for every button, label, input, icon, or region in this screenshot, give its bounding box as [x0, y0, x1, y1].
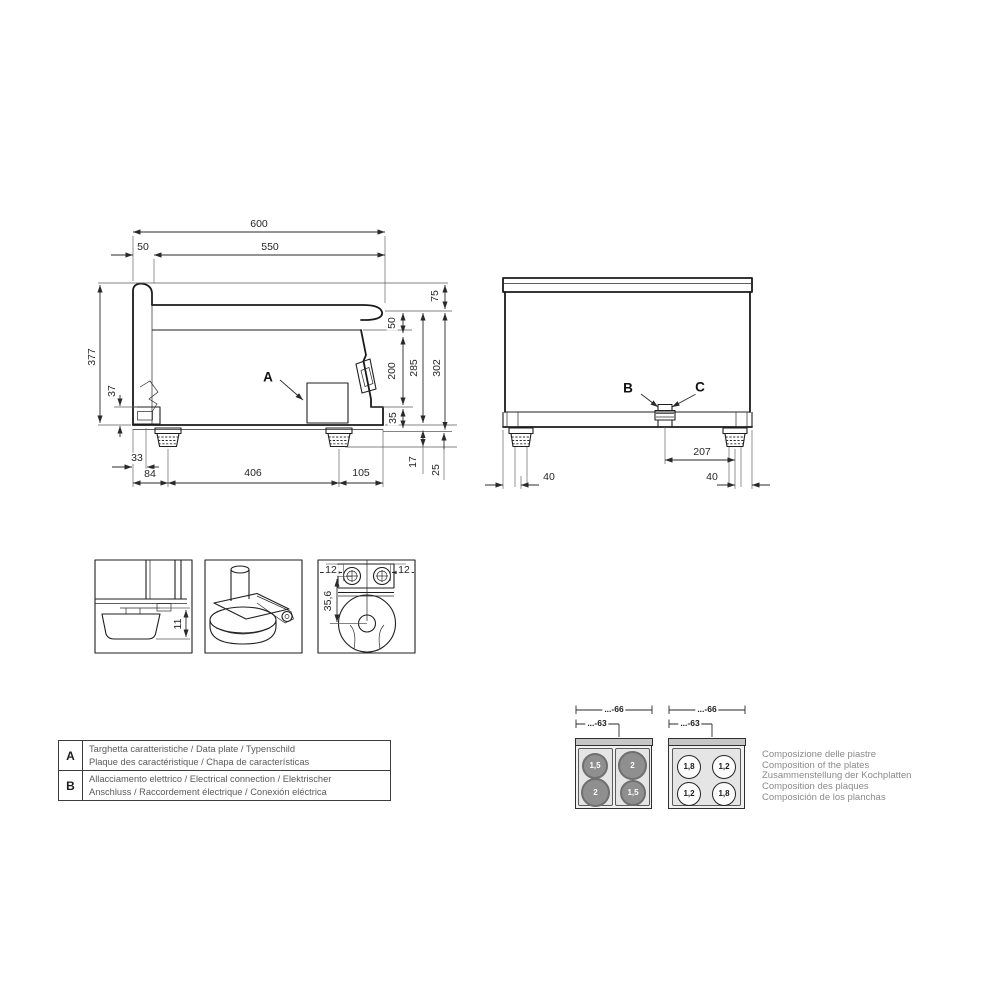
legend-key-b: B — [59, 771, 83, 800]
dim-overall-depth: 600 — [250, 217, 268, 230]
dim-bolt-left: 12 — [325, 563, 337, 576]
dim-left-leg-offset: 40 — [543, 470, 555, 483]
dim-rear-offset: 33 — [131, 451, 143, 464]
electrical-connection-fitting — [655, 405, 675, 428]
foot-detail-side-box — [95, 560, 192, 653]
dim-front-foot-offset: 105 — [352, 466, 370, 479]
dim-base-gap: 17 — [406, 456, 419, 468]
dim-rear-bracket-height: 37 — [105, 385, 118, 397]
plate-power-br: 1,5 — [620, 780, 646, 806]
legend-text-b: Allacciamento elettrico / Electrical connection / Elektrischer Anschluss / Raccordement électrique / Conexión eléctrica — [89, 774, 332, 797]
dim-front-panel: 200 — [385, 362, 398, 380]
dim-foot-pad-height: 11 — [171, 618, 184, 630]
dim-top-depth: 550 — [261, 240, 279, 253]
side-view-feet — [155, 428, 352, 447]
dim-plate-inner-right: ...-63 — [680, 717, 700, 728]
plate-power-bl: 1,2 — [677, 782, 701, 806]
dim-right-leg-offset: 40 — [706, 470, 718, 483]
legend-text-a: Targhetta caratteristiche / Data plate / Typenschild Plaque des caractéristique / Chapa de características — [89, 744, 310, 767]
legend-key-a: A — [59, 741, 83, 770]
dim-plate-outer-left: ...-66 — [604, 703, 624, 714]
dim-foot-height: 25 — [429, 464, 442, 476]
dim-bolt-right: 12 — [398, 563, 410, 576]
dim-front-band: 50 — [385, 317, 398, 329]
dim-back-offset: 50 — [137, 240, 149, 253]
plates-caption: Composizione delle piastre Composition of the plates Zusammenstellung der Kochplatten Composition des plaques Composición de los planchas — [762, 749, 912, 803]
plate-diagram-electric — [575, 738, 653, 810]
side-view-drawing — [133, 284, 383, 447]
dim-plate-outer-right: ...-66 — [697, 703, 717, 714]
dim-front-height: 302 — [430, 359, 443, 377]
dim-rear-foot-offset: 84 — [144, 467, 156, 480]
callout-c: C — [695, 379, 705, 395]
callout-a-data-plate: A — [263, 369, 273, 385]
plate-power-tr: 1,2 — [712, 755, 736, 779]
dim-bolt-to-center: 35,6 — [321, 590, 334, 612]
plate-power-bl: 2 — [581, 778, 610, 807]
plate-diagram-vitro — [668, 738, 746, 810]
foot-detail-iso-box — [205, 560, 302, 653]
data-plate — [307, 383, 348, 423]
callout-b-electrical: B — [623, 380, 633, 396]
dim-foot-spacing: 406 — [244, 466, 262, 479]
front-view-drawing — [503, 278, 752, 447]
dim-total-height: 377 — [85, 348, 98, 366]
dim-base-band: 35 — [386, 412, 399, 424]
dim-connection-offset: 207 — [693, 445, 711, 458]
legend-row-a — [59, 741, 390, 770]
legend-row-b — [59, 770, 390, 800]
plate-power-tr: 2 — [618, 751, 647, 780]
plate-power-br: 1,8 — [712, 782, 736, 806]
dim-body-height: 285 — [407, 359, 420, 377]
legend-table — [58, 740, 391, 801]
dim-plate-inner-left: ...-63 — [587, 717, 607, 728]
plate-power-tl: 1,5 — [582, 753, 608, 779]
dim-worktop-edge: 75 — [428, 290, 441, 302]
front-view-feet — [509, 428, 747, 447]
front-view-dimensions — [485, 394, 770, 489]
plate-power-tl: 1,8 — [677, 755, 701, 779]
